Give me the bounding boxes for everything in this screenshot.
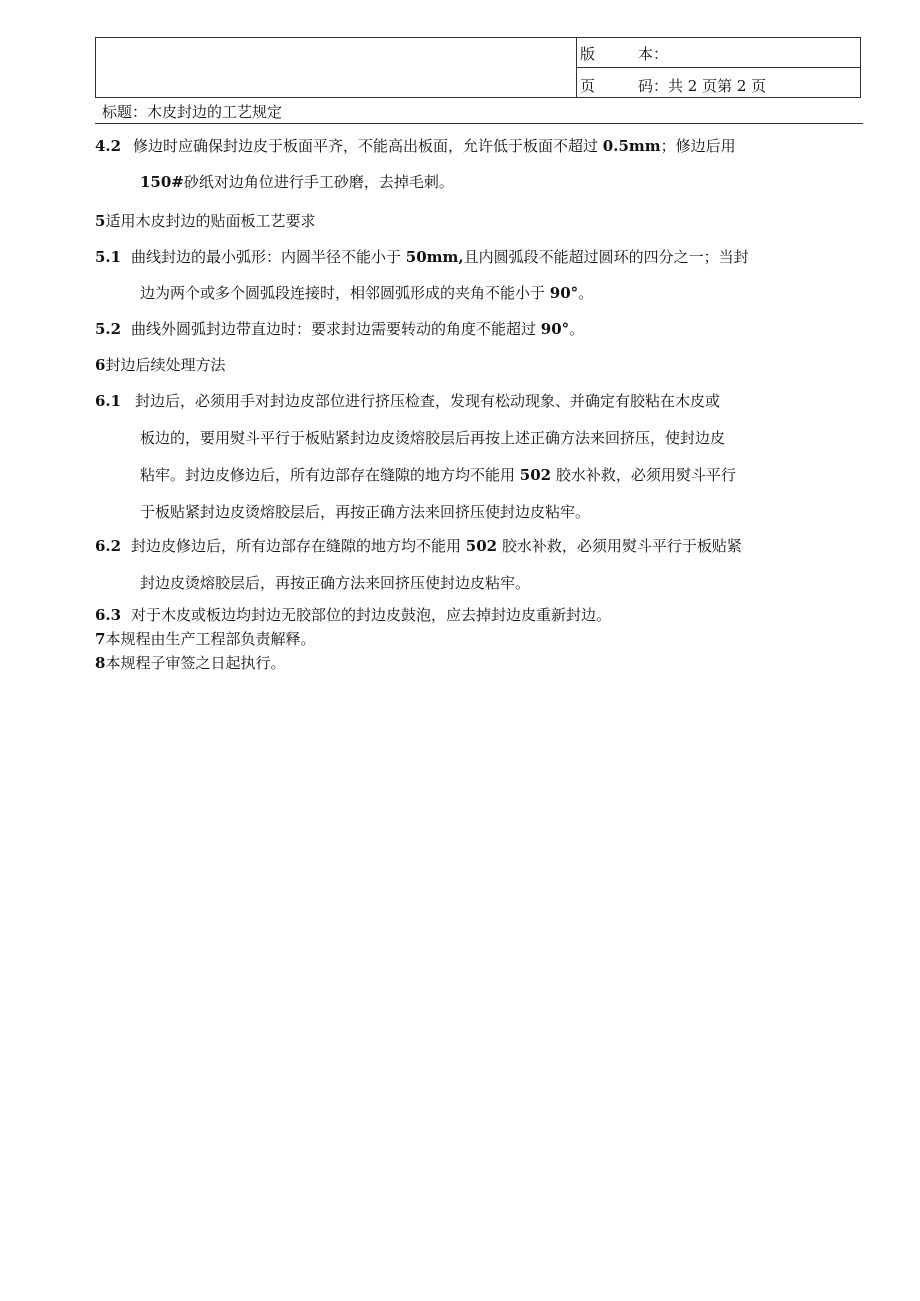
section-5-2 <box>95 319 863 339</box>
section-number: 6 <box>95 356 106 374</box>
text: 砂纸对边角位进行手工砂磨，去掉毛刺。 <box>183 173 454 191</box>
section-number: 5 <box>95 212 106 230</box>
text-bold: 50mm, <box>405 248 464 266</box>
header-horizontal-divider <box>576 67 860 68</box>
text: 边为两个或多个圆弧段连接时，相邻圆弧形成的夹角不能小于 <box>140 284 550 302</box>
section-6-3 <box>95 605 863 625</box>
text: 于板贴紧封边皮烫熔胶层后，再按正确方法来回挤压使封边皮粘牢。 <box>140 503 591 521</box>
version-label-2: 本： <box>638 45 669 63</box>
version-label-1: 版 <box>580 45 596 63</box>
text-bold: 90° <box>540 320 570 338</box>
text: 本规程子审签之日起执行。 <box>105 654 286 672</box>
text: 且内圆弧段不能超过圆环的四分之一；当封 <box>463 248 749 266</box>
text-bold: 0.5mm <box>602 137 661 155</box>
text: 粘牢。封边皮修边后，所有边部存在缝隙的地方均不能用 <box>140 466 520 484</box>
text: 胶水补救，必须用熨斗平行 <box>551 466 736 484</box>
text: ；修边后用 <box>660 137 736 155</box>
section-6-heading <box>95 355 863 375</box>
section-4-2 <box>95 136 863 192</box>
section-6-2 <box>95 536 863 593</box>
section-number: 8 <box>95 654 106 672</box>
text: 修边时应确保封边皮于板面平齐，不能高出板面，允许低于板面不超过 <box>133 137 603 155</box>
text: 对于木皮或板边均封边无胶部位的封边皮鼓泡，应去掉封边皮重新封边。 <box>131 606 612 624</box>
text-bold: 502 <box>465 537 498 555</box>
page-number-value: 共 2 页第 2 页 <box>668 77 767 95</box>
section-number: 6.1 <box>95 392 122 410</box>
text-bold: 502 <box>519 466 552 484</box>
text-bold: 90° <box>549 284 579 302</box>
section-heading: 适用木皮封边的贴面板工艺要求 <box>105 212 316 230</box>
text: 封边皮修边后，所有边部存在缝隙的地方均不能用 <box>131 537 466 555</box>
section-8 <box>95 653 863 673</box>
page-label-1: 页 <box>580 77 596 95</box>
section-number: 5.2 <box>95 320 122 338</box>
text: 封边后，必须用手对封边皮部位进行挤压检查，发现有松动现象、并确定有胶粘在木皮或 <box>135 392 721 410</box>
page-label-2: 码： <box>638 77 669 95</box>
text: 板边的，要用熨斗平行于板贴紧封边皮烫熔胶层后再按上述正确方法来回挤压，使封边皮 <box>140 429 726 447</box>
text: 封边皮烫熔胶层后，再按正确方法来回挤压使封边皮粘牢。 <box>140 574 531 592</box>
text: 。 <box>578 284 594 302</box>
section-heading: 封边后续处理方法 <box>105 356 226 374</box>
section-number: 6.2 <box>95 537 122 555</box>
document-title: 标题：木皮封边的工艺规定 <box>102 103 283 121</box>
text-bold: 150# <box>140 173 184 191</box>
section-number: 6.3 <box>95 606 122 624</box>
section-5-heading <box>95 211 863 231</box>
document-title-line <box>95 101 863 124</box>
version-row <box>580 44 668 64</box>
section-number: 5.1 <box>95 248 122 266</box>
text: 。 <box>569 320 585 338</box>
text: 本规程由生产工程部负责解释。 <box>105 630 316 648</box>
text: 曲线封边的最小弧形：内圆半径不能小于 <box>131 248 406 266</box>
section-7 <box>95 629 863 649</box>
section-5-1 <box>95 247 863 303</box>
document-header-table <box>95 37 861 98</box>
section-6-1 <box>95 391 863 522</box>
page-row <box>580 76 766 96</box>
text: 胶水补救，必须用熨斗平行于板贴紧 <box>497 537 742 555</box>
section-number: 4.2 <box>95 137 122 155</box>
text: 曲线外圆弧封边带直边时：要求封边需要转动的角度不能超过 <box>131 320 541 338</box>
section-number: 7 <box>95 630 106 648</box>
